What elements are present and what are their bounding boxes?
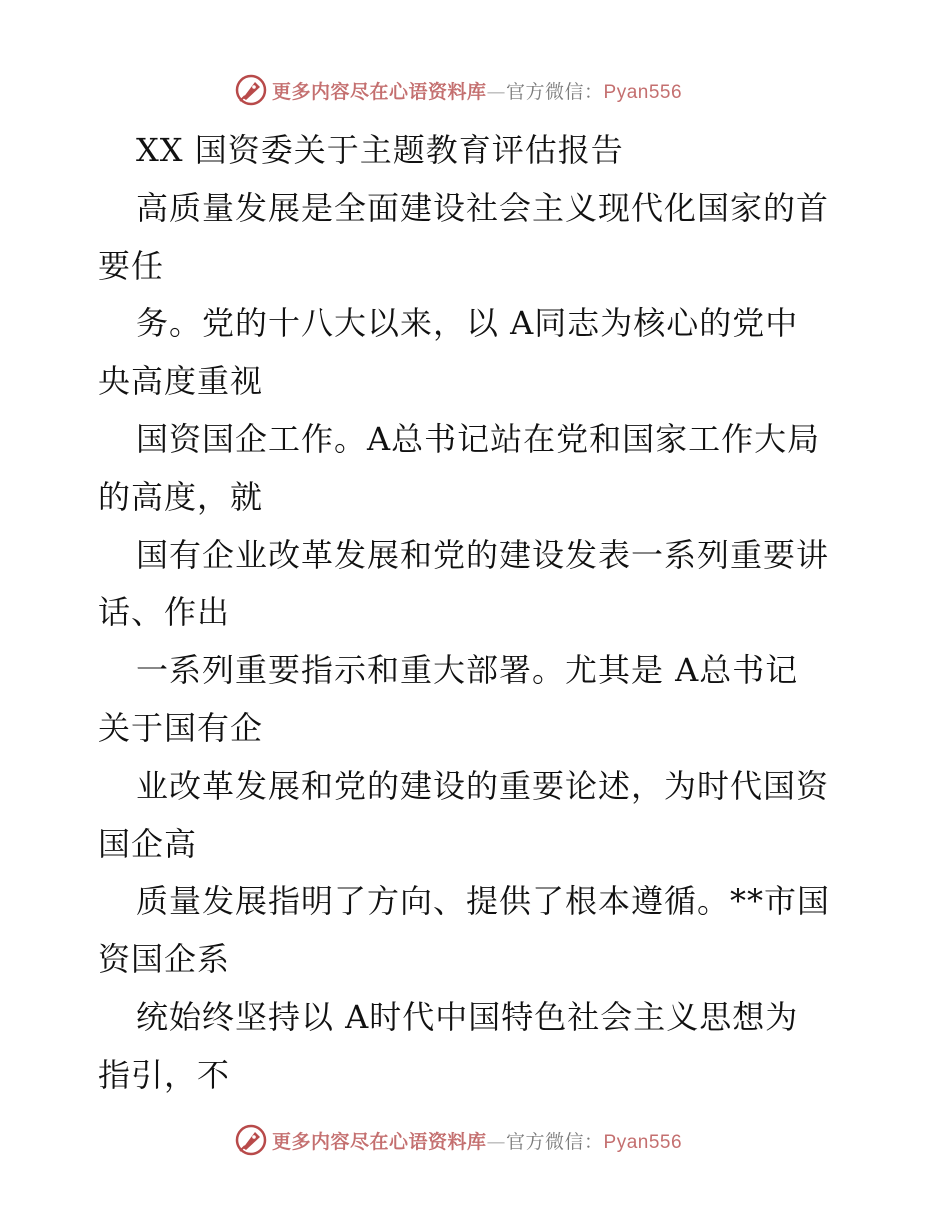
text-line: 关于国有企	[98, 708, 264, 747]
text-line: 指引，不	[98, 1055, 231, 1094]
text-line: 务。党的十八大以来，以 A同志为核心的党中	[136, 304, 799, 343]
text-line: 要任	[98, 246, 165, 285]
text-line: 的高度，就	[98, 477, 264, 516]
footer-banner	[234, 1122, 682, 1158]
text-line: 高质量发展是全面建设社会主义现代化国家的首	[136, 188, 830, 227]
text-line: 资国企系	[98, 940, 231, 979]
pen-nib-logo-icon	[234, 1123, 268, 1157]
text-line: 统始终坚持以 A时代中国特色社会主义思想为	[136, 997, 799, 1036]
banner-contact-id: Pyan556	[603, 81, 683, 103]
text-line: 一系列重要指示和重大部署。尤其是 A总书记	[136, 651, 799, 690]
banner-separator: —	[486, 80, 507, 103]
banner-contact-label: 官方微信：	[506, 1130, 604, 1153]
banner-contact-id: Pyan556	[603, 1131, 683, 1153]
banner-text	[272, 77, 682, 104]
text-line: 国企高	[98, 824, 198, 863]
text-line: 话、作出	[98, 593, 231, 632]
document-title: XX 国资委关于主题教育评估报告	[136, 131, 624, 169]
banner-text	[272, 1127, 682, 1154]
banner-brand: 更多内容尽在心语资料库	[272, 1130, 487, 1153]
text-line: 业改革发展和党的建设的重要论述，为时代国资	[136, 766, 830, 805]
pen-nib-logo-icon	[234, 73, 268, 107]
banner-contact-label: 官方微信：	[506, 80, 604, 103]
banner-brand: 更多内容尽在心语资料库	[272, 80, 487, 103]
header-banner	[234, 72, 682, 108]
text-line: 央高度重视	[98, 362, 264, 401]
text-line: 国有企业改革发展和党的建设发表一系列重要讲	[136, 535, 830, 574]
text-line: 质量发展指明了方向、提供了根本遵循。**市国	[136, 882, 831, 921]
banner-separator: —	[486, 1130, 507, 1153]
document-body	[98, 122, 878, 1105]
text-line: 国资国企工作。A总书记站在党和国家工作大局	[136, 419, 821, 458]
